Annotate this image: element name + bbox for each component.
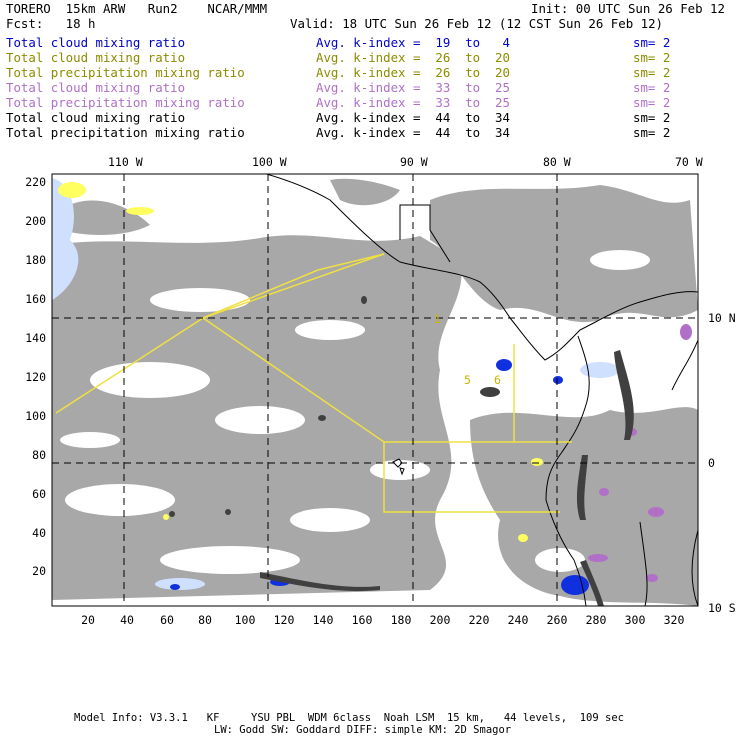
x-tick: 40 [120,613,134,627]
y-tick: 140 [25,331,46,345]
y-tick: 160 [25,292,46,306]
layer-3-name: Total precipitation mixing ratio [6,65,245,80]
y-tick: 120 [25,370,46,384]
x-tick-labels [81,613,684,627]
y-tick: 40 [32,526,46,540]
x-tick: 220 [468,613,490,627]
x-tick: 120 [273,613,295,627]
y-tick: 100 [25,409,46,423]
layer-7-name: Total precipitation mixing ratio [6,125,245,140]
y-tick: 20 [32,564,46,578]
valid-time: Valid: 18 UTC Sun 26 Feb 12 (12 CST Sun 26 Feb 12) [290,16,663,31]
layer-2-name: Total cloud mixing ratio [6,50,186,65]
lon-label-90w: 90 W [400,155,428,169]
lon-label-100w: 100 W [252,155,287,169]
x-tick: 20 [81,613,95,627]
x-tick: 280 [585,613,607,627]
region-label-5: 5 [464,373,471,387]
layer-2-sm: sm= 2 [633,50,671,65]
forecast-hour: Fcst: 18 h [6,16,96,31]
x-tick: 160 [351,613,373,627]
lon-label-70w: 70 W [675,155,703,169]
region-label-1: 1 [434,312,441,326]
x-tick: 320 [663,613,685,627]
layer-6-name: Total cloud mixing ratio [6,110,186,125]
y-tick: 60 [32,487,46,501]
model-title: TORERO 15km ARW Run2 NCAR/MMM [6,1,268,16]
y-tick: 180 [25,253,46,267]
layer-1-avg: Avg. k-index = 19 to 4 [316,35,510,50]
layer-1-sm: sm= 2 [633,35,671,50]
map-panel [0,150,740,630]
lon-label-110w: 110 W [108,155,143,169]
layer-2-avg: Avg. k-index = 26 to 20 [316,50,510,65]
x-tick: 80 [198,613,212,627]
x-tick: 140 [312,613,334,627]
layer-5-name: Total precipitation mixing ratio [6,95,245,110]
model-info-line2: LW: Godd SW: Goddard DIFF: simple KM: 2D Smagor [214,724,512,736]
x-tick: 180 [390,613,412,627]
layer-5-avg: Avg. k-index = 33 to 25 [316,95,510,110]
layer-4-sm: sm= 2 [633,80,671,95]
lat-label-10n: 10 N [708,311,736,325]
x-tick: 240 [507,613,529,627]
x-tick: 260 [546,613,568,627]
y-tick-labels [25,175,46,578]
init-time: Init: 00 UTC Sun 26 Feb 12 [531,1,725,16]
layer-1-name: Total cloud mixing ratio [6,35,186,50]
layer-4-name: Total cloud mixing ratio [6,80,186,95]
x-tick: 300 [624,613,646,627]
layer-6-sm: sm= 2 [633,110,671,125]
y-tick: 200 [25,214,46,228]
y-tick: 80 [32,448,46,462]
x-tick: 100 [234,613,256,627]
layer-3-avg: Avg. k-index = 26 to 20 [316,65,510,80]
layer-7-avg: Avg. k-index = 44 to 34 [316,125,510,140]
x-tick: 200 [429,613,451,627]
layer-7-sm: sm= 2 [633,125,671,140]
model-info-line1: Model Info: V3.3.1 KF YSU PBL WDM 6class Noah LSM 15 km, 44 levels, 109 sec [74,712,624,724]
y-tick: 220 [25,175,46,189]
layer-4-avg: Avg. k-index = 33 to 25 [316,80,510,95]
lat-label-10s: 10 S [708,601,736,615]
x-tick: 60 [160,613,174,627]
layer-3-sm: sm= 2 [633,65,671,80]
region-label-6: 6 [494,373,501,387]
layer-6-avg: Avg. k-index = 44 to 34 [316,110,510,125]
lat-label-0: 0 [708,456,715,470]
layer-5-sm: sm= 2 [633,95,671,110]
lon-label-80w: 80 W [543,155,571,169]
